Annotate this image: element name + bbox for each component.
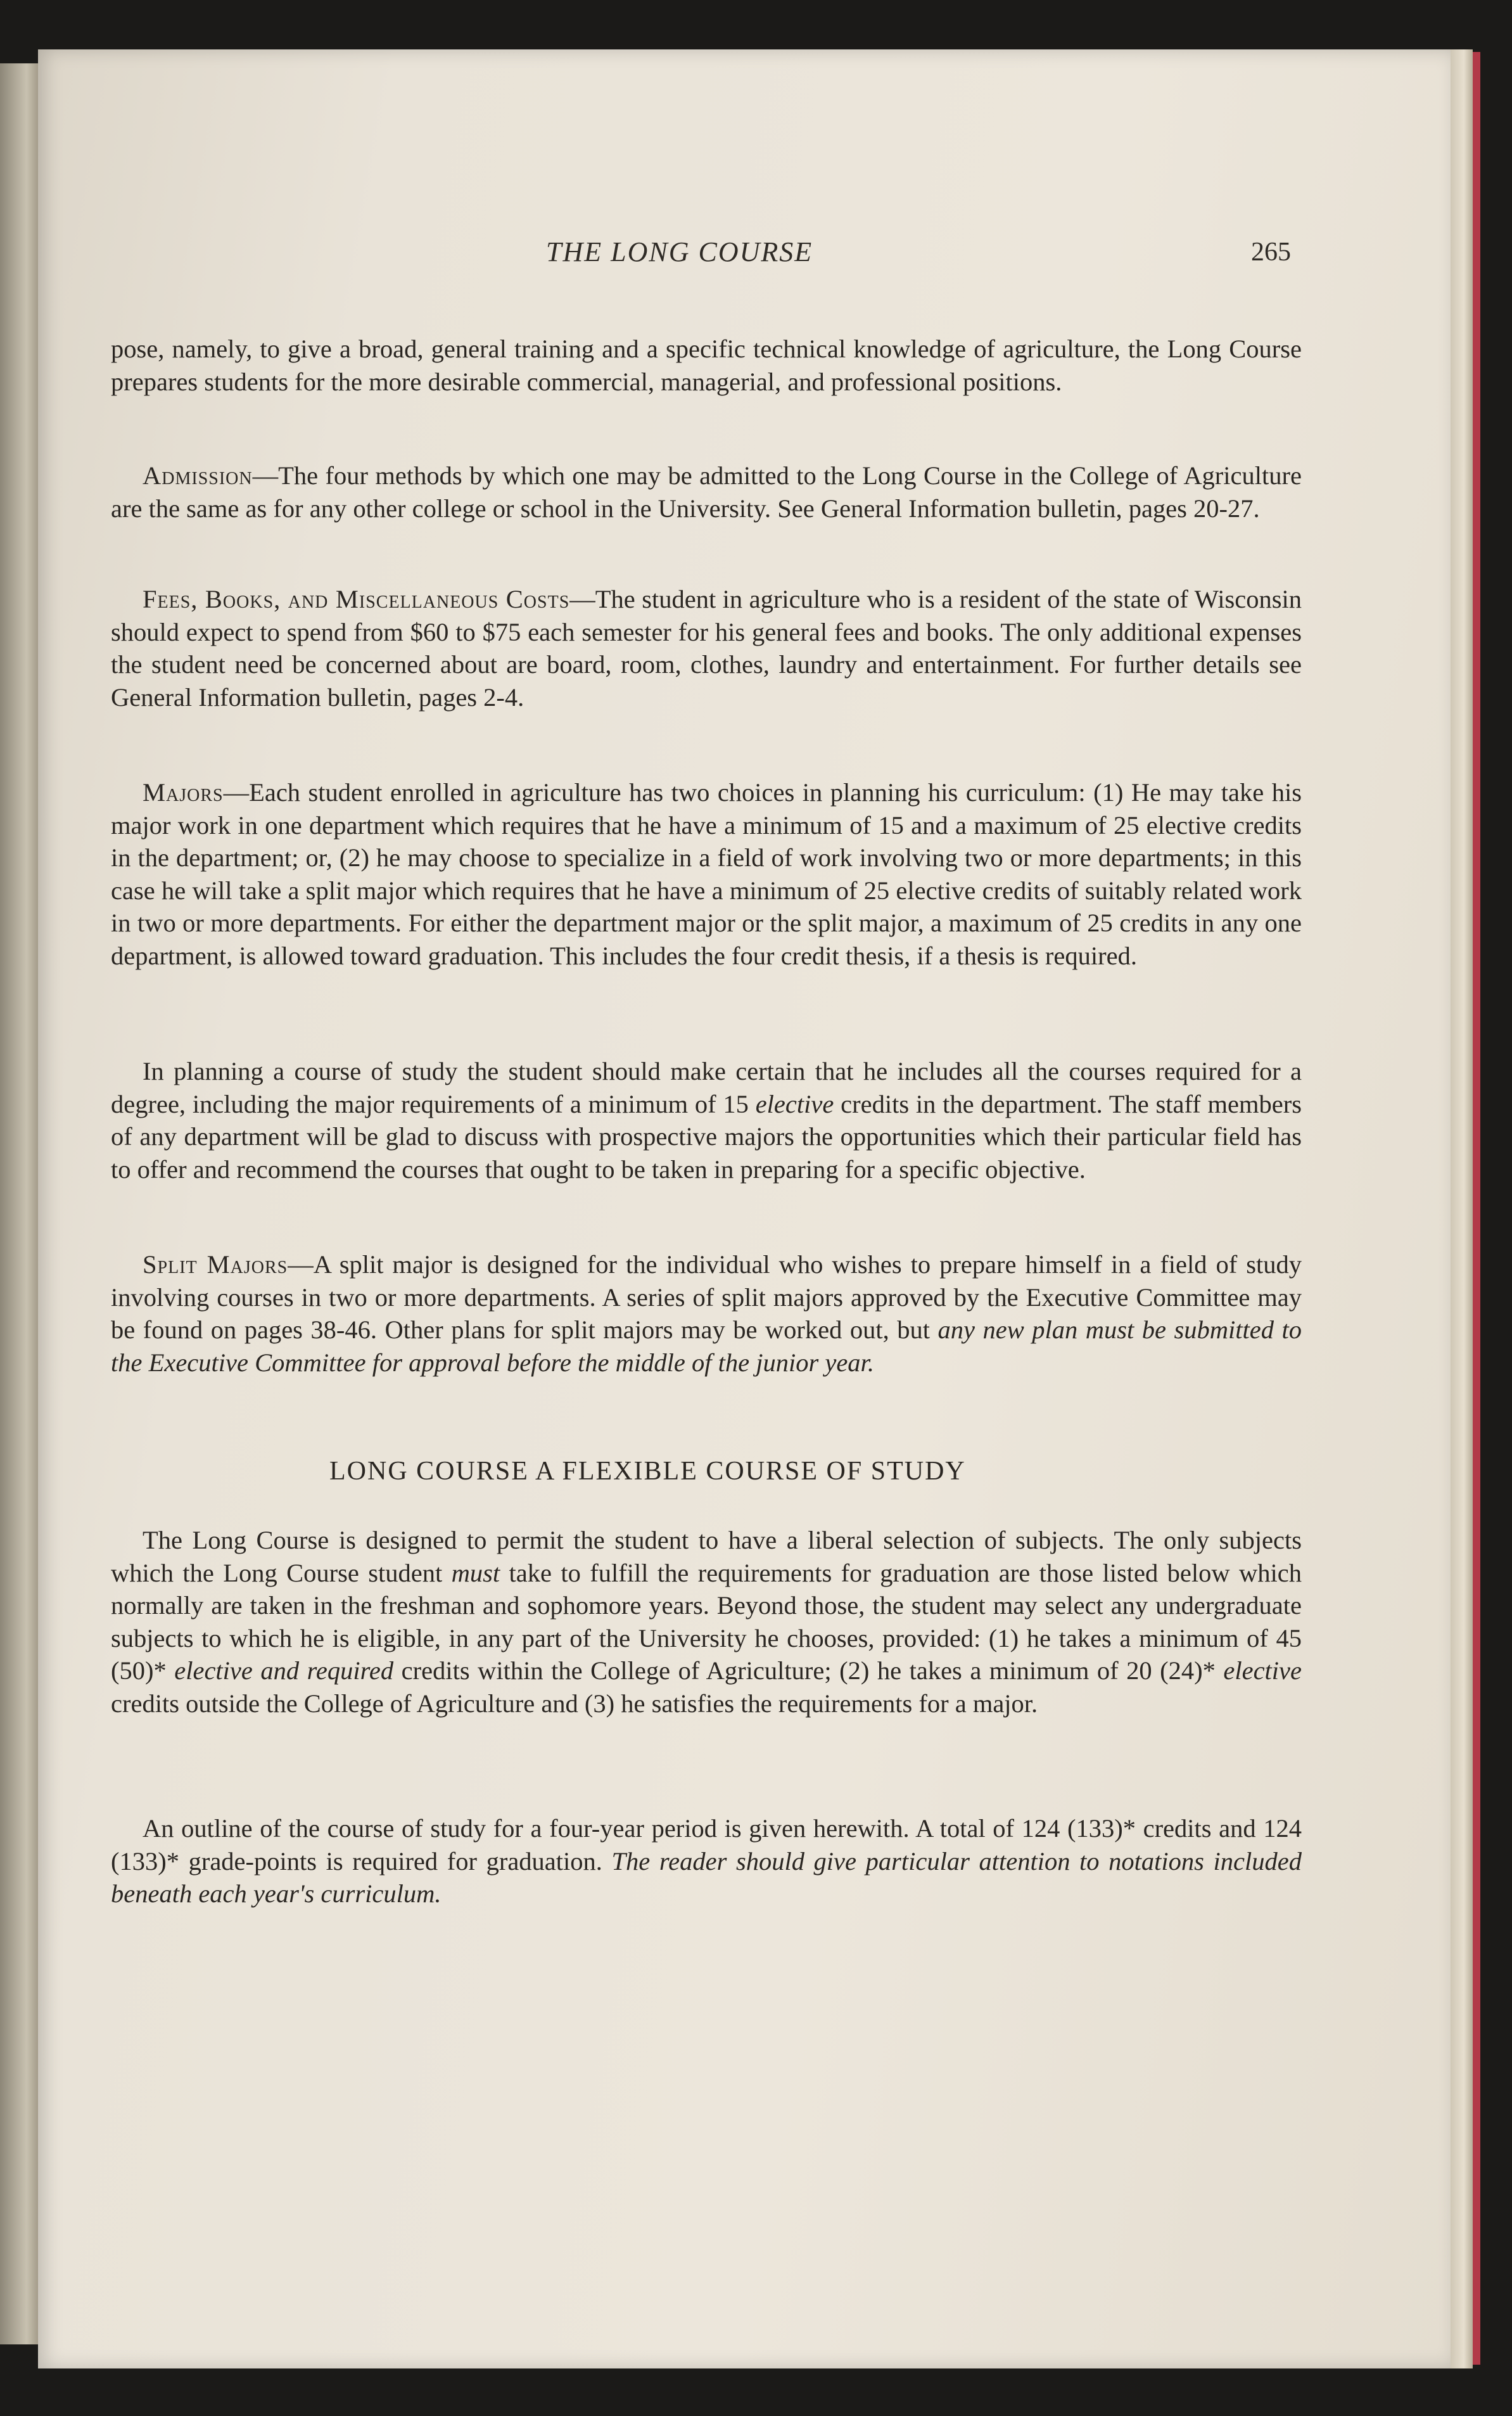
flex-text-c: credits within the College of Agriculture; (2) he takes a minimum of 20 (24)*: [393, 1656, 1224, 1685]
flex-italic-1: elective and required: [174, 1656, 394, 1685]
planning-italic: elective: [755, 1089, 834, 1118]
fees-text: —The student in agriculture who is a resident of the state of Wisconsin should expect to spend from $60 to $75 each semester for his general fees and books. The only additional expenses the student need be concerned about are board, room, clothes, laundry and entertainment. For further details see General Information bulletin, pages 2-4.: [111, 585, 1302, 712]
split-majors-heading: Split Majors: [143, 1250, 288, 1279]
admission-text: —The four methods by which one may be admitted to the Long Course in the College of Agriculture are the same as for any other college or school in the University. See General Information bulletin, pages 20-27.: [111, 461, 1302, 523]
flex-text-b: take to fulfill the requirements for graduation are those listed below which normally are taken in the freshman and sophomore years. Beyond those, the student may select any undergraduate subjects to which he is eligible, in any part of the University he chooses, provided: (1) he takes a minimum of 45 (50)*: [111, 1558, 1302, 1685]
section-heading: LONG COURSE A FLEXIBLE COURSE OF STUDY: [329, 1457, 966, 1486]
paragraph-intro: pose, namely, to give a broad, general training and a specific technical knowledge of agriculture, the Long Course prepares students for the more desirable commercial, managerial, and professional positions.: [111, 335, 1302, 396]
fees-heading: Fees, Books, and Miscellaneous Costs: [143, 585, 570, 613]
flex-text-a: The Long Course is designed to permit the student to have a liberal selection of subjects. The only subjects which the Long Course student: [111, 1526, 1302, 1587]
paragraph-planning: [111, 1055, 1302, 1186]
book-cover-edge: [1473, 52, 1480, 2365]
split-majors-text: —A split major is designed for the individual who wishes to prepare himself in a field of study involving courses in two or more departments. A series of split majors approved by the Executive Committee may be found on pages 38-46. Other plans for split majors may be worked out, but: [111, 1250, 1302, 1344]
paragraph-fees: [111, 583, 1302, 713]
page-stack-edge: [1451, 49, 1473, 2368]
split-majors-italic: any new plan must be submitted to the Executive Committee for approval before the middle of the junior year.: [111, 1315, 1302, 1377]
planning-text-a: In planning a course of study the student should make certain that he includes all the courses required for a degree, including the major requirements of a minimum of 15: [111, 1057, 1302, 1118]
paragraph-flexible: [111, 1524, 1302, 1720]
outline-italic: The reader should give particular attention to notations included beneath each year's curriculum.: [111, 1846, 1302, 1908]
flex-italic-must: must: [451, 1558, 500, 1587]
admission-heading: Admission: [143, 461, 253, 490]
paragraph-outline: [111, 1812, 1302, 1910]
flex-italic-2: elective: [1223, 1656, 1302, 1685]
planning-text-b: credits in the department. The staff members of any department will be glad to discuss with prospective majors the opportunities which their particular field has to offer and recommend the courses that ought to be taken in preparing for a specific objective.: [111, 1089, 1302, 1184]
flex-text-d: credits outside the College of Agriculture and (3) he satisfies the requirements for a major.: [111, 1689, 1038, 1718]
paragraph-admission: [111, 459, 1302, 525]
adjacent-page-edge: [0, 63, 38, 2344]
paragraph-majors: [111, 776, 1302, 972]
majors-text: —Each student enrolled in agriculture has two choices in planning his curriculum: (1) He may take his major work in one department which requires that he have a minimum of 15 and a maximum of 25 elective credits in the department; or, (2) he may choose to specialize in a field of work involving two or more departments; in this case he will take a split major which requires that he have a minimum of 25 elective credits of suitably related work in two or more departments. For either the department major or the split major, a maximum of 25 credits in any one department, is allowed toward graduation. This includes the four credit thesis, if a thesis is required.: [111, 778, 1302, 970]
paragraph-split-majors: [111, 1248, 1302, 1379]
outline-text: An outline of the course of study for a four-year period is given herewith. A total of 124 (133)* credits and 124 (133)* grade-points is required for graduation.: [111, 1814, 1302, 1876]
majors-heading: Majors: [143, 778, 224, 807]
page-number: 265: [1251, 238, 1291, 267]
running-title: THE LONG COURSE: [546, 236, 813, 267]
